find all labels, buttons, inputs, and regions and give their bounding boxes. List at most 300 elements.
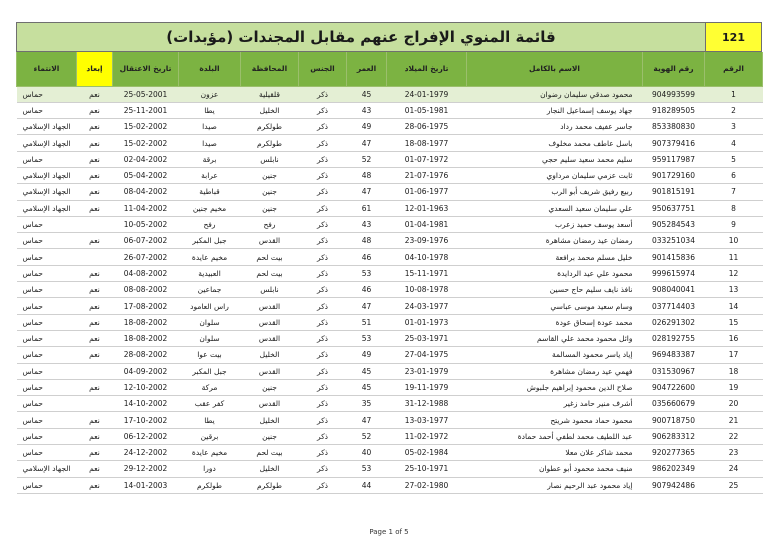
cell-town: راس العامود	[179, 298, 241, 314]
cell-gender: ذكر	[299, 200, 347, 216]
cell-affiliation: حماس	[17, 216, 77, 232]
cell-gender: ذكر	[299, 347, 347, 363]
cell-deport: نعم	[77, 461, 113, 477]
cell-town: طولكرم	[179, 477, 241, 493]
cell-affiliation: الجهاد الإسلامي	[17, 200, 77, 216]
cell-governorate: رفح	[241, 216, 299, 232]
cell-age: 48	[347, 233, 387, 249]
cell-deport: نعم	[77, 347, 113, 363]
cell-arrest-date: 28-08-2002	[113, 347, 179, 363]
cell-age: 40	[347, 445, 387, 461]
table-body	[17, 86, 763, 493]
cell-gender: ذكر	[299, 379, 347, 395]
cell-town: جبل المكبر	[179, 363, 241, 379]
cell-town: بيت عوا	[179, 347, 241, 363]
cell-gender: ذكر	[299, 135, 347, 151]
table-row	[17, 363, 763, 379]
cell-age: 53	[347, 461, 387, 477]
cell-full-name: محمود حماد محمود شريتح	[467, 412, 643, 428]
cell-gender: ذكر	[299, 167, 347, 183]
table-row	[17, 477, 763, 493]
cell-governorate: الخليل	[241, 102, 299, 118]
cell-deport: نعم	[77, 477, 113, 493]
cell-gender: ذكر	[299, 396, 347, 412]
cell-id-no: 906283312	[643, 428, 705, 444]
cell-full-name: نافذ نايف سليم حاج حسين	[467, 282, 643, 298]
cell-age: 44	[347, 477, 387, 493]
cell-birth-date: 11-02-1972	[387, 428, 467, 444]
cell-affiliation: الجهاد الإسلامي	[17, 135, 77, 151]
cell-row-no: 17	[705, 347, 763, 363]
cell-full-name: جهاد يوسف إسماعيل النجار	[467, 102, 643, 118]
cell-affiliation: حماس	[17, 330, 77, 346]
page-footer: Page 1 of 5	[369, 528, 409, 536]
cell-affiliation: حماس	[17, 233, 77, 249]
cell-row-no: 18	[705, 363, 763, 379]
cell-birth-date: 01-06-1977	[387, 184, 467, 200]
document-title: قائمة المنوي الإفراج عنهم مقابل المجندات (مؤبدات)	[17, 23, 705, 51]
cell-age: 53	[347, 330, 387, 346]
cell-town: عزون	[179, 86, 241, 102]
cell-full-name: وسام سعيد موسى عباسي	[467, 298, 643, 314]
cell-birth-date: 01-05-1981	[387, 102, 467, 118]
cell-birth-date: 01-07-1972	[387, 151, 467, 167]
cell-row-no: 22	[705, 428, 763, 444]
table-row	[17, 379, 763, 395]
cell-full-name: عبد اللطيف محمد لطفي أحمد حمادة	[467, 428, 643, 444]
cell-governorate: طولكرم	[241, 477, 299, 493]
table-row	[17, 119, 763, 135]
cell-governorate: طولكرم	[241, 135, 299, 151]
cell-governorate: القدس	[241, 363, 299, 379]
cell-town: العبيدية	[179, 265, 241, 281]
cell-arrest-date: 18-08-2002	[113, 330, 179, 346]
cell-id-no: 908040041	[643, 282, 705, 298]
header-full-name: الاسم بالكامل	[467, 52, 643, 86]
cell-town: برقين	[179, 428, 241, 444]
table-header-row	[17, 52, 763, 86]
cell-deport: نعم	[77, 379, 113, 395]
cell-arrest-date: 18-08-2002	[113, 314, 179, 330]
header-birth-date: تاريخ الميلاد	[387, 52, 467, 86]
cell-governorate: بيت لحم	[241, 265, 299, 281]
cell-gender: ذكر	[299, 412, 347, 428]
cell-affiliation: حماس	[17, 428, 77, 444]
cell-birth-date: 25-03-1971	[387, 330, 467, 346]
cell-town: برقة	[179, 151, 241, 167]
cell-deport: نعم	[77, 135, 113, 151]
cell-affiliation: الجهاد الإسلامي	[17, 461, 77, 477]
cell-governorate: بيت لحم	[241, 249, 299, 265]
cell-birth-date: 18-08-1977	[387, 135, 467, 151]
table-row	[17, 249, 763, 265]
cell-arrest-date: 17-08-2002	[113, 298, 179, 314]
cell-row-no: 7	[705, 184, 763, 200]
cell-full-name: إياد محمود عبد الرحيم نصار	[467, 477, 643, 493]
cell-gender: ذكر	[299, 282, 347, 298]
cell-age: 52	[347, 151, 387, 167]
cell-governorate: نابلس	[241, 151, 299, 167]
header-affiliation: الانتماء	[17, 52, 77, 86]
prisoners-table	[16, 52, 763, 494]
cell-row-no: 3	[705, 119, 763, 135]
cell-gender: ذكر	[299, 428, 347, 444]
cell-governorate: الخليل	[241, 412, 299, 428]
cell-governorate: جنين	[241, 200, 299, 216]
table-row	[17, 86, 763, 102]
cell-governorate: القدس	[241, 233, 299, 249]
cell-row-no: 1	[705, 86, 763, 102]
table-row	[17, 184, 763, 200]
cell-id-no: 031530967	[643, 363, 705, 379]
cell-age: 46	[347, 282, 387, 298]
cell-affiliation: الجهاد الإسلامي	[17, 119, 77, 135]
cell-id-no: 969483387	[643, 347, 705, 363]
cell-gender: ذكر	[299, 184, 347, 200]
cell-id-no: 918289505	[643, 102, 705, 118]
cell-row-no: 4	[705, 135, 763, 151]
cell-town: سلوان	[179, 314, 241, 330]
cell-arrest-date: 25-11-2001	[113, 102, 179, 118]
cell-deport: نعم	[77, 184, 113, 200]
cell-id-no: 904722600	[643, 379, 705, 395]
cell-arrest-date: 15-02-2002	[113, 135, 179, 151]
cell-birth-date: 12-01-1963	[387, 200, 467, 216]
cell-affiliation: الجهاد الإسلامي	[17, 184, 77, 200]
cell-town: مخيم عايدة	[179, 445, 241, 461]
cell-row-no: 14	[705, 298, 763, 314]
cell-full-name: وائل محمود محمد علي القاسم	[467, 330, 643, 346]
table-row	[17, 265, 763, 281]
cell-id-no: 901729160	[643, 167, 705, 183]
cell-affiliation: حماس	[17, 363, 77, 379]
cell-id-no: 999615974	[643, 265, 705, 281]
header-gender: الجنس	[299, 52, 347, 86]
cell-governorate: الخليل	[241, 461, 299, 477]
table-row	[17, 445, 763, 461]
cell-arrest-date: 12-10-2002	[113, 379, 179, 395]
header-row-no: الرقم	[705, 52, 763, 86]
cell-governorate: الخليل	[241, 347, 299, 363]
cell-age: 49	[347, 347, 387, 363]
cell-row-no: 24	[705, 461, 763, 477]
cell-birth-date: 28-06-1975	[387, 119, 467, 135]
cell-id-no: 901415836	[643, 249, 705, 265]
cell-id-no: 900718750	[643, 412, 705, 428]
cell-gender: ذكر	[299, 330, 347, 346]
cell-full-name: محمود علي عيد الردايدة	[467, 265, 643, 281]
cell-deport: نعم	[77, 265, 113, 281]
cell-age: 52	[347, 428, 387, 444]
cell-birth-date: 23-09-1976	[387, 233, 467, 249]
cell-age: 43	[347, 216, 387, 232]
cell-arrest-date: 04-09-2002	[113, 363, 179, 379]
document-sheet	[16, 22, 762, 494]
table-row	[17, 282, 763, 298]
cell-full-name: منيف محمد محمود أبو عطوان	[467, 461, 643, 477]
cell-full-name: إياد ياسر محمود المسالمة	[467, 347, 643, 363]
cell-arrest-date: 24-12-2002	[113, 445, 179, 461]
cell-governorate: طولكرم	[241, 119, 299, 135]
cell-arrest-date: 26-07-2002	[113, 249, 179, 265]
cell-age: 61	[347, 200, 387, 216]
cell-deport: نعم	[77, 282, 113, 298]
header-arrest-date: تاريخ الاعتقال	[113, 52, 179, 86]
cell-gender: ذكر	[299, 445, 347, 461]
cell-deport: نعم	[77, 167, 113, 183]
cell-deport: نعم	[77, 298, 113, 314]
cell-town: رفح	[179, 216, 241, 232]
header-age: العمر	[347, 52, 387, 86]
cell-gender: ذكر	[299, 298, 347, 314]
cell-affiliation: حماس	[17, 249, 77, 265]
cell-birth-date: 04-10-1978	[387, 249, 467, 265]
cell-birth-date: 24-01-1979	[387, 86, 467, 102]
cell-town: مخيم جنين	[179, 200, 241, 216]
cell-row-no: 13	[705, 282, 763, 298]
cell-row-no: 8	[705, 200, 763, 216]
table-row	[17, 314, 763, 330]
cell-full-name: صلاح الدين محمود إبراهيم جلبوش	[467, 379, 643, 395]
table-row	[17, 167, 763, 183]
cell-town: صيدا	[179, 135, 241, 151]
cell-birth-date: 23-01-1979	[387, 363, 467, 379]
cell-governorate: القدس	[241, 396, 299, 412]
cell-birth-date: 15-11-1971	[387, 265, 467, 281]
cell-arrest-date: 08-04-2002	[113, 184, 179, 200]
cell-gender: ذكر	[299, 477, 347, 493]
cell-gender: ذكر	[299, 216, 347, 232]
table-row	[17, 151, 763, 167]
cell-row-no: 12	[705, 265, 763, 281]
cell-id-no: 907942486	[643, 477, 705, 493]
cell-arrest-date: 02-04-2002	[113, 151, 179, 167]
cell-id-no: 033251034	[643, 233, 705, 249]
cell-row-no: 19	[705, 379, 763, 395]
cell-affiliation: حماس	[17, 298, 77, 314]
cell-id-no: 853380830	[643, 119, 705, 135]
cell-gender: ذكر	[299, 119, 347, 135]
cell-governorate: بيت لحم	[241, 445, 299, 461]
cell-gender: ذكر	[299, 314, 347, 330]
cell-full-name: محمود صدقي سليمان رضوان	[467, 86, 643, 102]
cell-deport	[77, 396, 113, 412]
title-row	[16, 22, 762, 52]
cell-row-no: 11	[705, 249, 763, 265]
cell-age: 45	[347, 379, 387, 395]
table-row	[17, 330, 763, 346]
cell-affiliation: حماس	[17, 86, 77, 102]
cell-birth-date: 24-03-1977	[387, 298, 467, 314]
cell-affiliation: حماس	[17, 379, 77, 395]
cell-row-no: 20	[705, 396, 763, 412]
cell-arrest-date: 14-10-2002	[113, 396, 179, 412]
cell-birth-date: 19-11-1979	[387, 379, 467, 395]
cell-full-name: ثابت عزمي سليمان مرداوي	[467, 167, 643, 183]
cell-gender: ذكر	[299, 265, 347, 281]
cell-birth-date: 13-03-1977	[387, 412, 467, 428]
table-row	[17, 298, 763, 314]
cell-full-name: فهمي عيد رمضان مشاهرة	[467, 363, 643, 379]
cell-deport: نعم	[77, 445, 113, 461]
cell-deport	[77, 216, 113, 232]
table-row	[17, 461, 763, 477]
cell-deport	[77, 363, 113, 379]
cell-age: 47	[347, 184, 387, 200]
cell-birth-date: 25-10-1971	[387, 461, 467, 477]
cell-affiliation: حماس	[17, 477, 77, 493]
cell-birth-date: 27-04-1975	[387, 347, 467, 363]
cell-town: مخيم عايدة	[179, 249, 241, 265]
cell-deport	[77, 249, 113, 265]
table-row	[17, 233, 763, 249]
cell-id-no: 028192755	[643, 330, 705, 346]
cell-age: 43	[347, 102, 387, 118]
cell-age: 46	[347, 249, 387, 265]
cell-id-no: 907379416	[643, 135, 705, 151]
cell-deport: نعم	[77, 314, 113, 330]
cell-deport: نعم	[77, 412, 113, 428]
cell-age: 47	[347, 135, 387, 151]
cell-age: 45	[347, 86, 387, 102]
cell-governorate: القدس	[241, 330, 299, 346]
cell-affiliation: حماس	[17, 282, 77, 298]
cell-id-no: 905284543	[643, 216, 705, 232]
cell-governorate: جنين	[241, 428, 299, 444]
cell-gender: ذكر	[299, 249, 347, 265]
header-governorate: المحافظة	[241, 52, 299, 86]
cell-age: 48	[347, 167, 387, 183]
table-row	[17, 396, 763, 412]
cell-birth-date: 01-01-1973	[387, 314, 467, 330]
cell-affiliation: حماس	[17, 265, 77, 281]
cell-deport: نعم	[77, 330, 113, 346]
cell-town: يطا	[179, 102, 241, 118]
cell-row-no: 9	[705, 216, 763, 232]
cell-age: 49	[347, 119, 387, 135]
cell-full-name: أسعد يوسف حميد زعرب	[467, 216, 643, 232]
cell-arrest-date: 25-05-2001	[113, 86, 179, 102]
cell-governorate: جنين	[241, 167, 299, 183]
cell-arrest-date: 17-10-2002	[113, 412, 179, 428]
cell-full-name: باسل عاطف محمد مخلوف	[467, 135, 643, 151]
cell-id-no: 035660679	[643, 396, 705, 412]
cell-age: 35	[347, 396, 387, 412]
cell-id-no: 950637751	[643, 200, 705, 216]
cell-age: 53	[347, 265, 387, 281]
cell-town: عرابة	[179, 167, 241, 183]
cell-age: 47	[347, 412, 387, 428]
cell-deport: نعم	[77, 428, 113, 444]
cell-age: 47	[347, 298, 387, 314]
cell-deport: نعم	[77, 86, 113, 102]
cell-birth-date: 05-02-1984	[387, 445, 467, 461]
table-row	[17, 135, 763, 151]
cell-full-name: خليل مسلم محمد برافعة	[467, 249, 643, 265]
cell-gender: ذكر	[299, 233, 347, 249]
cell-row-no: 15	[705, 314, 763, 330]
table-row	[17, 347, 763, 363]
cell-town: دورا	[179, 461, 241, 477]
cell-id-no: 904993599	[643, 86, 705, 102]
cell-id-no: 901815191	[643, 184, 705, 200]
cell-town: كفر عقب	[179, 396, 241, 412]
cell-full-name: محمد عودة إسحاق عودة	[467, 314, 643, 330]
cell-gender: ذكر	[299, 86, 347, 102]
cell-birth-date: 31-12-1988	[387, 396, 467, 412]
cell-governorate: القدس	[241, 298, 299, 314]
cell-deport: نعم	[77, 119, 113, 135]
cell-affiliation: حماس	[17, 445, 77, 461]
cell-full-name: سليم محمد سعيد سليم حجي	[467, 151, 643, 167]
cell-row-no: 2	[705, 102, 763, 118]
cell-town: سلوان	[179, 330, 241, 346]
cell-affiliation: حماس	[17, 314, 77, 330]
cell-row-no: 21	[705, 412, 763, 428]
cell-town: صيدا	[179, 119, 241, 135]
cell-arrest-date: 11-04-2002	[113, 200, 179, 216]
header-town: البلدة	[179, 52, 241, 86]
cell-deport: نعم	[77, 200, 113, 216]
table-row	[17, 428, 763, 444]
cell-deport: نعم	[77, 151, 113, 167]
cell-arrest-date: 05-04-2002	[113, 167, 179, 183]
cell-full-name: ربيع رفيق شريف أبو الرب	[467, 184, 643, 200]
cell-affiliation: الجهاد الإسلامي	[17, 167, 77, 183]
cell-gender: ذكر	[299, 102, 347, 118]
cell-gender: ذكر	[299, 151, 347, 167]
cell-town: مركة	[179, 379, 241, 395]
cell-arrest-date: 06-07-2002	[113, 233, 179, 249]
cell-full-name: جاسر عفيف محمد رداد	[467, 119, 643, 135]
header-deport: إبعاد	[77, 52, 113, 86]
cell-row-no: 5	[705, 151, 763, 167]
header-id-no: رقم الهوية	[643, 52, 705, 86]
cell-governorate: نابلس	[241, 282, 299, 298]
table-row	[17, 412, 763, 428]
cell-governorate: القدس	[241, 314, 299, 330]
cell-governorate: جنين	[241, 379, 299, 395]
cell-governorate: جنين	[241, 184, 299, 200]
cell-gender: ذكر	[299, 363, 347, 379]
cell-row-no: 10	[705, 233, 763, 249]
cell-birth-date: 21-07-1976	[387, 167, 467, 183]
cell-deport: نعم	[77, 233, 113, 249]
cell-row-no: 6	[705, 167, 763, 183]
cell-arrest-date: 14-01-2003	[113, 477, 179, 493]
cell-arrest-date: 10-05-2002	[113, 216, 179, 232]
cell-arrest-date: 29-12-2002	[113, 461, 179, 477]
cell-affiliation: حماس	[17, 102, 77, 118]
cell-governorate: قلقيلية	[241, 86, 299, 102]
cell-arrest-date: 04-08-2002	[113, 265, 179, 281]
page-number-cell: 121	[705, 23, 761, 51]
cell-full-name: علي سليمان سعيد السعدي	[467, 200, 643, 216]
cell-affiliation: حماس	[17, 151, 77, 167]
cell-full-name: رمضان عيد رمضان مشاهرة	[467, 233, 643, 249]
cell-row-no: 23	[705, 445, 763, 461]
cell-town: جماعين	[179, 282, 241, 298]
cell-age: 45	[347, 363, 387, 379]
cell-arrest-date: 08-08-2002	[113, 282, 179, 298]
cell-affiliation: حماس	[17, 347, 77, 363]
table-row	[17, 200, 763, 216]
cell-age: 51	[347, 314, 387, 330]
cell-id-no: 026291302	[643, 314, 705, 330]
cell-birth-date: 01-04-1981	[387, 216, 467, 232]
cell-birth-date: 10-08-1978	[387, 282, 467, 298]
cell-full-name: أشرف منير حامد زغير	[467, 396, 643, 412]
